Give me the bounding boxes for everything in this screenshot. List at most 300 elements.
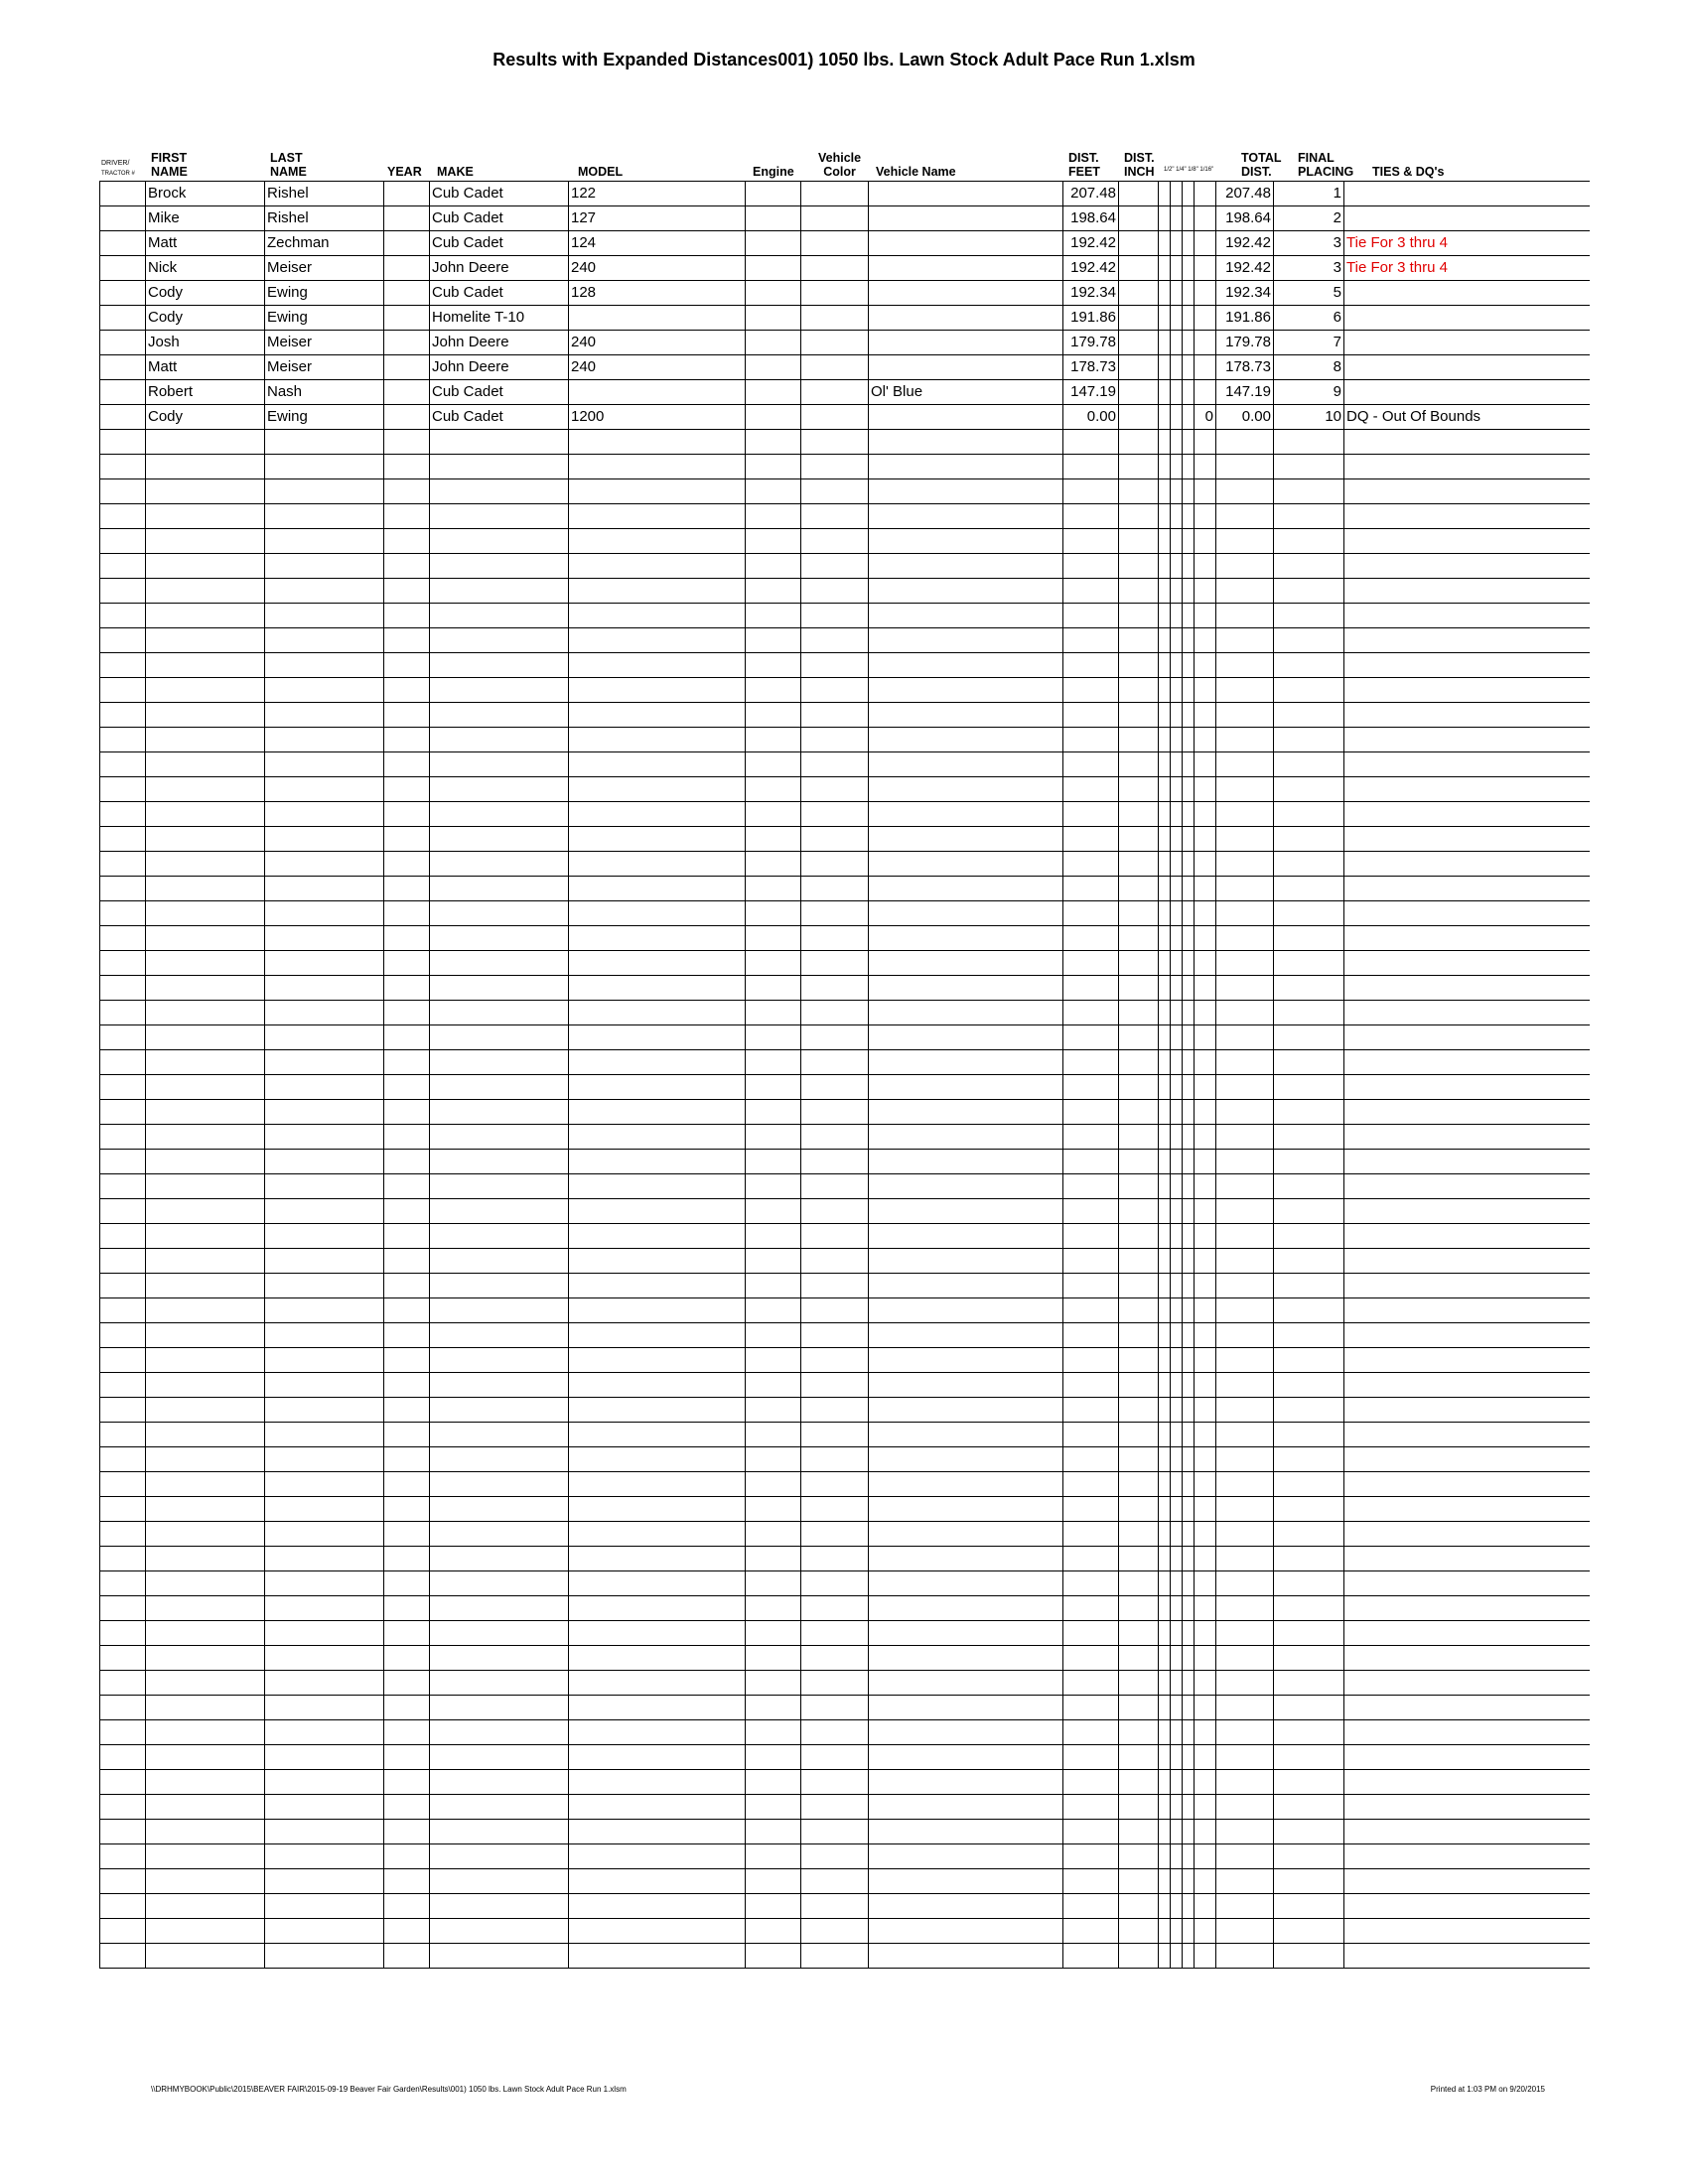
cell-engine: [746, 281, 801, 306]
header-year: YEAR: [387, 165, 422, 179]
cell-make: Cub Cadet: [430, 380, 569, 405]
cell-dist-feet: [1063, 678, 1119, 703]
cell-vehicle-color: [801, 877, 869, 901]
cell-dist-inch: [1119, 1671, 1159, 1696]
cell-vehicle-color: [801, 678, 869, 703]
cell-frac-quarter: [1171, 1621, 1183, 1646]
cell-last-name: [265, 1547, 384, 1571]
cell-total-dist: [1216, 1125, 1274, 1150]
cell-final-placing: [1274, 1472, 1344, 1497]
cell-driver: [100, 331, 146, 355]
cell-dist-feet: [1063, 479, 1119, 504]
cell-last-name: [265, 1671, 384, 1696]
cell-frac-half: [1159, 306, 1171, 331]
cell-vehicle-color: [801, 256, 869, 281]
table-row: [100, 852, 1590, 877]
cell-driver: [100, 1646, 146, 1671]
cell-last-name: [265, 1745, 384, 1770]
cell-vehicle-name: [869, 1919, 1063, 1944]
cell-vehicle-name: [869, 355, 1063, 380]
cell-first-name: [146, 628, 265, 653]
cell-frac-quarter: [1171, 1720, 1183, 1745]
cell-last-name: [265, 1571, 384, 1596]
cell-first-name: [146, 1770, 265, 1795]
cell-frac-sixteenth: [1195, 802, 1216, 827]
cell-driver: [100, 529, 146, 554]
table-row: [100, 1547, 1590, 1571]
table-row: [100, 1820, 1590, 1844]
cell-frac-quarter: [1171, 1298, 1183, 1323]
cell-last-name: [265, 1820, 384, 1844]
cell-total-dist: [1216, 1075, 1274, 1100]
cell-frac-sixteenth: [1195, 579, 1216, 604]
cell-first-name: [146, 1249, 265, 1274]
cell-final-placing: [1274, 728, 1344, 752]
cell-vehicle-name: [869, 1323, 1063, 1348]
cell-last-name: [265, 802, 384, 827]
cell-vehicle-color: [801, 752, 869, 777]
cell-frac-quarter: [1171, 355, 1183, 380]
cell-last-name: [265, 1100, 384, 1125]
cell-frac-eighth: [1183, 777, 1195, 802]
cell-last-name: [265, 1944, 384, 1969]
cell-frac-eighth: [1183, 1249, 1195, 1274]
cell-dist-inch: [1119, 355, 1159, 380]
cell-frac-half: [1159, 1720, 1171, 1745]
cell-driver: [100, 1919, 146, 1944]
cell-year: [384, 355, 430, 380]
cell-engine: [746, 703, 801, 728]
cell-year: [384, 1075, 430, 1100]
cell-dist-inch: [1119, 405, 1159, 430]
cell-final-placing: [1274, 703, 1344, 728]
cell-engine: [746, 1224, 801, 1249]
cell-frac-quarter: [1171, 281, 1183, 306]
cell-driver: [100, 752, 146, 777]
cell-last-name: [265, 1447, 384, 1472]
cell-frac-sixteenth: [1195, 604, 1216, 628]
cell-first-name: [146, 1075, 265, 1100]
cell-vehicle-name: [869, 802, 1063, 827]
cell-year: [384, 1621, 430, 1646]
cell-frac-sixteenth: [1195, 752, 1216, 777]
cell-frac-sixteenth: [1195, 554, 1216, 579]
cell-model: [569, 1274, 746, 1298]
cell-last-name: [265, 1323, 384, 1348]
cell-dist-inch: [1119, 976, 1159, 1001]
cell-dist-inch: [1119, 1447, 1159, 1472]
cell-driver: [100, 355, 146, 380]
cell-driver: [100, 1423, 146, 1447]
header-final-placing: [1298, 151, 1353, 179]
cell-dist-inch: [1119, 182, 1159, 206]
cell-total-dist: 147.19: [1216, 380, 1274, 405]
cell-first-name: [146, 1274, 265, 1298]
cell-frac-half: [1159, 455, 1171, 479]
cell-model: [569, 1671, 746, 1696]
cell-final-placing: [1274, 827, 1344, 852]
cell-first-name: [146, 1844, 265, 1869]
cell-frac-sixteenth: [1195, 976, 1216, 1001]
table-row: [100, 1919, 1590, 1944]
cell-vehicle-name: [869, 1472, 1063, 1497]
cell-last-name: Meiser: [265, 331, 384, 355]
footer-printed-at: Printed at 1:03 PM on 9/20/2015: [1430, 2085, 1545, 2094]
cell-vehicle-color: [801, 1274, 869, 1298]
cell-final-placing: [1274, 529, 1344, 554]
cell-ties-dqs: [1344, 1125, 1590, 1150]
cell-last-name: [265, 1274, 384, 1298]
cell-ties-dqs: [1344, 1423, 1590, 1447]
cell-year: [384, 1919, 430, 1944]
cell-dist-inch: [1119, 1274, 1159, 1298]
cell-first-name: Brock: [146, 182, 265, 206]
cell-frac-half: [1159, 256, 1171, 281]
cell-model: [569, 1050, 746, 1075]
table-row: [100, 1571, 1590, 1596]
cell-dist-inch: [1119, 504, 1159, 529]
cell-last-name: [265, 1025, 384, 1050]
cell-year: [384, 1497, 430, 1522]
cell-total-dist: [1216, 1696, 1274, 1720]
cell-dist-feet: 179.78: [1063, 331, 1119, 355]
cell-final-placing: [1274, 752, 1344, 777]
cell-vehicle-color: [801, 430, 869, 455]
cell-dist-inch: [1119, 1547, 1159, 1571]
cell-engine: [746, 777, 801, 802]
cell-ties-dqs: [1344, 1298, 1590, 1323]
cell-engine: [746, 1745, 801, 1770]
cell-frac-half: [1159, 1472, 1171, 1497]
cell-dist-feet: [1063, 1298, 1119, 1323]
cell-first-name: [146, 1423, 265, 1447]
cell-model: [569, 1596, 746, 1621]
cell-first-name: [146, 1944, 265, 1969]
cell-final-placing: [1274, 1398, 1344, 1423]
cell-make: [430, 1224, 569, 1249]
cell-driver: [100, 1547, 146, 1571]
cell-first-name: Cody: [146, 306, 265, 331]
cell-driver: [100, 1745, 146, 1770]
cell-dist-inch: [1119, 1745, 1159, 1770]
cell-engine: [746, 1274, 801, 1298]
cell-total-dist: 178.73: [1216, 355, 1274, 380]
cell-dist-inch: [1119, 206, 1159, 231]
cell-vehicle-color: [801, 777, 869, 802]
cell-make: [430, 1497, 569, 1522]
cell-frac-quarter: [1171, 1820, 1183, 1844]
cell-vehicle-name: [869, 1373, 1063, 1398]
cell-frac-sixteenth: [1195, 777, 1216, 802]
table-row: [100, 1001, 1590, 1025]
cell-final-placing: [1274, 1348, 1344, 1373]
cell-dist-inch: [1119, 1249, 1159, 1274]
cell-vehicle-name: [869, 678, 1063, 703]
cell-frac-sixteenth: [1195, 728, 1216, 752]
cell-final-placing: [1274, 1174, 1344, 1199]
cell-frac-sixteenth: [1195, 331, 1216, 355]
cell-last-name: [265, 1199, 384, 1224]
cell-final-placing: [1274, 1199, 1344, 1224]
cell-make: [430, 1522, 569, 1547]
cell-final-placing: [1274, 1944, 1344, 1969]
cell-frac-sixteenth: [1195, 1844, 1216, 1869]
cell-last-name: Rishel: [265, 206, 384, 231]
cell-model: [569, 827, 746, 852]
cell-frac-sixteenth: [1195, 231, 1216, 256]
cell-year: [384, 206, 430, 231]
cell-frac-half: [1159, 976, 1171, 1001]
cell-year: [384, 703, 430, 728]
cell-engine: [746, 1472, 801, 1497]
cell-model: 128: [569, 281, 746, 306]
cell-vehicle-color: [801, 231, 869, 256]
cell-dist-inch: [1119, 852, 1159, 877]
cell-dist-feet: [1063, 1844, 1119, 1869]
cell-ties-dqs: [1344, 1646, 1590, 1671]
cell-final-placing: [1274, 1025, 1344, 1050]
cell-dist-feet: 178.73: [1063, 355, 1119, 380]
table-row: [100, 1249, 1590, 1274]
cell-ties-dqs: [1344, 628, 1590, 653]
cell-vehicle-color: [801, 1869, 869, 1894]
cell-driver: [100, 306, 146, 331]
cell-driver: [100, 554, 146, 579]
cell-first-name: [146, 1298, 265, 1323]
cell-final-placing: [1274, 1745, 1344, 1770]
cell-frac-sixteenth: [1195, 256, 1216, 281]
cell-ties-dqs: [1344, 752, 1590, 777]
cell-driver: [100, 604, 146, 628]
cell-vehicle-color: [801, 331, 869, 355]
cell-dist-feet: [1063, 951, 1119, 976]
cell-model: 240: [569, 355, 746, 380]
cell-last-name: [265, 1050, 384, 1075]
cell-engine: [746, 1522, 801, 1547]
cell-make: [430, 827, 569, 852]
cell-frac-quarter: [1171, 1770, 1183, 1795]
table-row: [100, 1894, 1590, 1919]
cell-frac-half: [1159, 355, 1171, 380]
cell-dist-feet: 207.48: [1063, 182, 1119, 206]
cell-frac-quarter: [1171, 1075, 1183, 1100]
cell-dist-feet: [1063, 1274, 1119, 1298]
cell-first-name: [146, 926, 265, 951]
cell-make: [430, 1050, 569, 1075]
cell-engine: [746, 1820, 801, 1844]
cell-vehicle-color: [801, 1522, 869, 1547]
header-total-dist: [1241, 151, 1282, 179]
cell-frac-sixteenth: [1195, 1894, 1216, 1919]
cell-frac-quarter: [1171, 802, 1183, 827]
cell-driver: [100, 852, 146, 877]
cell-vehicle-name: [869, 1869, 1063, 1894]
cell-vehicle-name: [869, 1447, 1063, 1472]
cell-final-placing: [1274, 1075, 1344, 1100]
cell-frac-sixteenth: [1195, 1944, 1216, 1969]
cell-frac-quarter: [1171, 678, 1183, 703]
cell-year: [384, 1348, 430, 1373]
table-row: [100, 1720, 1590, 1745]
cell-dist-inch: [1119, 554, 1159, 579]
cell-vehicle-color: [801, 1373, 869, 1398]
cell-last-name: [265, 1075, 384, 1100]
cell-model: [569, 802, 746, 827]
cell-model: [569, 1844, 746, 1869]
cell-vehicle-name: [869, 1150, 1063, 1174]
cell-last-name: Ewing: [265, 281, 384, 306]
cell-make: [430, 1075, 569, 1100]
cell-dist-inch: [1119, 1596, 1159, 1621]
cell-last-name: [265, 852, 384, 877]
cell-frac-sixteenth: [1195, 877, 1216, 901]
cell-final-placing: [1274, 1621, 1344, 1646]
cell-first-name: [146, 1001, 265, 1025]
cell-frac-eighth: [1183, 1001, 1195, 1025]
cell-ties-dqs: [1344, 1398, 1590, 1423]
cell-frac-quarter: [1171, 455, 1183, 479]
cell-year: [384, 231, 430, 256]
cell-first-name: [146, 1025, 265, 1050]
cell-frac-sixteenth: [1195, 1323, 1216, 1348]
cell-driver: [100, 405, 146, 430]
cell-last-name: [265, 877, 384, 901]
cell-frac-half: [1159, 1224, 1171, 1249]
table-row: [100, 827, 1590, 852]
cell-frac-sixteenth: [1195, 1373, 1216, 1398]
cell-frac-eighth: [1183, 1869, 1195, 1894]
cell-dist-feet: [1063, 1174, 1119, 1199]
cell-dist-feet: 192.42: [1063, 256, 1119, 281]
cell-year: [384, 1522, 430, 1547]
cell-frac-eighth: [1183, 529, 1195, 554]
cell-vehicle-name: [869, 976, 1063, 1001]
cell-ties-dqs: [1344, 579, 1590, 604]
table-row: [100, 926, 1590, 951]
cell-driver: [100, 1522, 146, 1547]
cell-model: [569, 1795, 746, 1820]
cell-frac-half: [1159, 1249, 1171, 1274]
cell-first-name: [146, 1547, 265, 1571]
cell-engine: [746, 1894, 801, 1919]
cell-year: [384, 1001, 430, 1025]
cell-make: [430, 1025, 569, 1050]
table-row: [100, 703, 1590, 728]
cell-frac-quarter: [1171, 1199, 1183, 1224]
cell-model: [569, 951, 746, 976]
cell-dist-inch: [1119, 877, 1159, 901]
cell-year: [384, 1472, 430, 1497]
cell-vehicle-color: [801, 1150, 869, 1174]
cell-driver: [100, 1472, 146, 1497]
table-row: [100, 1696, 1590, 1720]
cell-year: [384, 852, 430, 877]
cell-frac-quarter: [1171, 231, 1183, 256]
cell-vehicle-name: [869, 1249, 1063, 1274]
cell-driver: [100, 1274, 146, 1298]
table-row: [100, 281, 1590, 306]
cell-engine: [746, 1150, 801, 1174]
cell-driver: [100, 1820, 146, 1844]
cell-make: [430, 901, 569, 926]
cell-engine: [746, 1348, 801, 1373]
cell-last-name: [265, 827, 384, 852]
cell-year: [384, 1447, 430, 1472]
cell-frac-half: [1159, 1944, 1171, 1969]
cell-total-dist: [1216, 1497, 1274, 1522]
cell-frac-sixteenth: [1195, 1050, 1216, 1075]
cell-first-name: [146, 752, 265, 777]
cell-engine: [746, 1671, 801, 1696]
cell-ties-dqs: [1344, 1348, 1590, 1373]
cell-dist-feet: [1063, 579, 1119, 604]
cell-engine: [746, 1174, 801, 1199]
cell-frac-eighth: [1183, 479, 1195, 504]
cell-frac-half: [1159, 1621, 1171, 1646]
cell-year: [384, 1050, 430, 1075]
cell-ties-dqs: [1344, 1373, 1590, 1398]
cell-frac-sixteenth: [1195, 1547, 1216, 1571]
table-row: [100, 1621, 1590, 1646]
table-row: [100, 1050, 1590, 1075]
cell-frac-eighth: [1183, 1075, 1195, 1100]
cell-frac-sixteenth: [1195, 1423, 1216, 1447]
cell-dist-inch: [1119, 1125, 1159, 1150]
cell-final-placing: [1274, 579, 1344, 604]
cell-vehicle-name: [869, 1497, 1063, 1522]
cell-final-placing: 5: [1274, 281, 1344, 306]
cell-make: [430, 1423, 569, 1447]
cell-year: [384, 628, 430, 653]
cell-make: [430, 1770, 569, 1795]
cell-driver: [100, 653, 146, 678]
cell-engine: [746, 1001, 801, 1025]
cell-first-name: Cody: [146, 281, 265, 306]
cell-dist-inch: [1119, 1696, 1159, 1720]
table-row: [100, 628, 1590, 653]
cell-final-placing: [1274, 877, 1344, 901]
header-inch-top: DIST.: [1124, 151, 1155, 165]
header-dist-feet: [1068, 151, 1100, 179]
cell-total-dist: [1216, 1894, 1274, 1919]
cell-frac-eighth: [1183, 1025, 1195, 1050]
cell-first-name: [146, 877, 265, 901]
cell-final-placing: [1274, 1100, 1344, 1125]
cell-frac-sixteenth: [1195, 455, 1216, 479]
cell-dist-feet: [1063, 926, 1119, 951]
cell-first-name: [146, 976, 265, 1001]
cell-model: [569, 1423, 746, 1447]
cell-year: [384, 331, 430, 355]
cell-make: [430, 653, 569, 678]
cell-frac-half: [1159, 703, 1171, 728]
cell-model: 240: [569, 331, 746, 355]
header-driver-top: DRIVER/: [101, 160, 130, 167]
cell-final-placing: [1274, 1696, 1344, 1720]
cell-final-placing: 9: [1274, 380, 1344, 405]
cell-frac-half: [1159, 1199, 1171, 1224]
cell-first-name: [146, 1621, 265, 1646]
cell-ties-dqs: [1344, 1025, 1590, 1050]
cell-engine: [746, 1547, 801, 1571]
table-row: [100, 1025, 1590, 1050]
cell-driver: [100, 231, 146, 256]
cell-final-placing: [1274, 1795, 1344, 1820]
cell-frac-half: [1159, 1075, 1171, 1100]
cell-make: [430, 1671, 569, 1696]
cell-vehicle-name: [869, 256, 1063, 281]
cell-vehicle-name: [869, 1274, 1063, 1298]
